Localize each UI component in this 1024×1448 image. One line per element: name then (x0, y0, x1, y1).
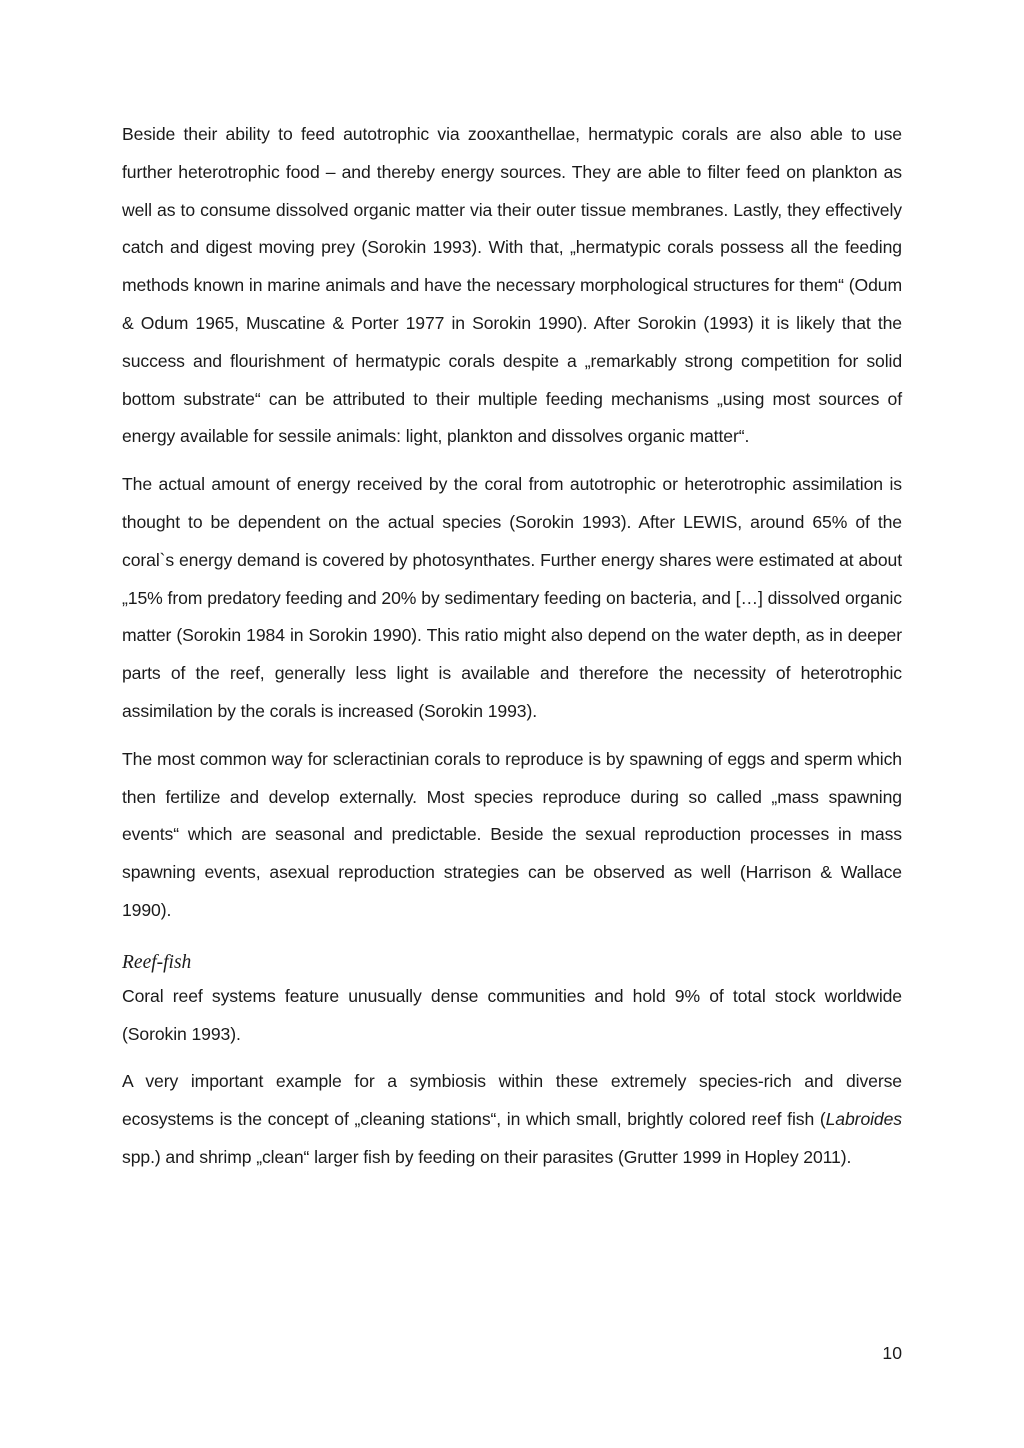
cleaning-stations-text-start: A very important example for a symbiosis within these extremely species-rich and diverse ecosystems is the concept of „cleaning stations“, in which small, brightly colored reef fish ( (122, 1071, 902, 1130)
paragraph-feeding-methods: Beside their ability to feed autotrophic via zooxanthellae, hermatypic corals are also able to use further heterotrophic food – and thereby energy sources. They are able to filter feed on plankton as well as to consume dissolved organic matter via their outer tissue membranes. Lastly, they effectively catch and digest moving prey (Sorokin 1993). With that, „hermatypic corals possess all the feeding methods known in marine animals and have the necessary morphological structures for them“ (Odum & Odum 1965, Muscatine & Porter 1977 in Sorokin 1990). After Sorokin (1993) it is likely that the success and flourishment of hermatypic corals despite a „remarkably strong competition for solid bottom substrate“ can be attributed to their multiple feeding mechanisms „using most sources of energy available for sessile animals: light, plankton and dissolves organic matter“. (122, 124, 902, 447)
paragraph-reproduction: The most common way for scleractinian corals to reproduce is by spawning of eggs and sperm which then fertilize and develop externally. Most species reproduce during so called „mass spawning events“ which are seasonal and predictable. Beside the sexual reproduction processes in mass spawning events, asexual reproduction strategies can be observed as well (Harrison & Wallace 1990). (122, 748, 902, 920)
section-heading-reef-fish: Reef-fish (122, 951, 192, 973)
paragraph-cleaning-stations (122, 1063, 902, 1176)
page-number: 10 (882, 1343, 902, 1363)
cleaning-stations-text-end: spp.) and shrimp „clean“ larger fish by feeding on their parasites (Grutter 1999 in Hopley 2011). (122, 1146, 852, 1167)
species-name-labroides: Labroides (825, 1109, 902, 1130)
page-body (122, 116, 902, 1187)
paragraph-reef-communities: Coral reef systems feature unusually dense communities and hold 9% of total stock worldwide (Sorokin 1993). (122, 985, 902, 1044)
paragraph-energy-shares: The actual amount of energy received by the coral from autotrophic or heterotrophic assimilation is thought to be dependent on the actual species (Sorokin 1993). After LEWIS, around 65% of the coral`s energy demand is covered by photosynthates. Further energy shares were estimated at about „15% from predatory feeding and 20% by sedimentary feeding on bacteria, and […] dissolved organic matter (Sorokin 1984 in Sorokin 1990). This ratio might also depend on the water depth, as in deeper parts of the reef, generally less light is available and therefore the necessity of heterotrophic assimilation by the corals is increased (Sorokin 1993). (122, 474, 902, 721)
